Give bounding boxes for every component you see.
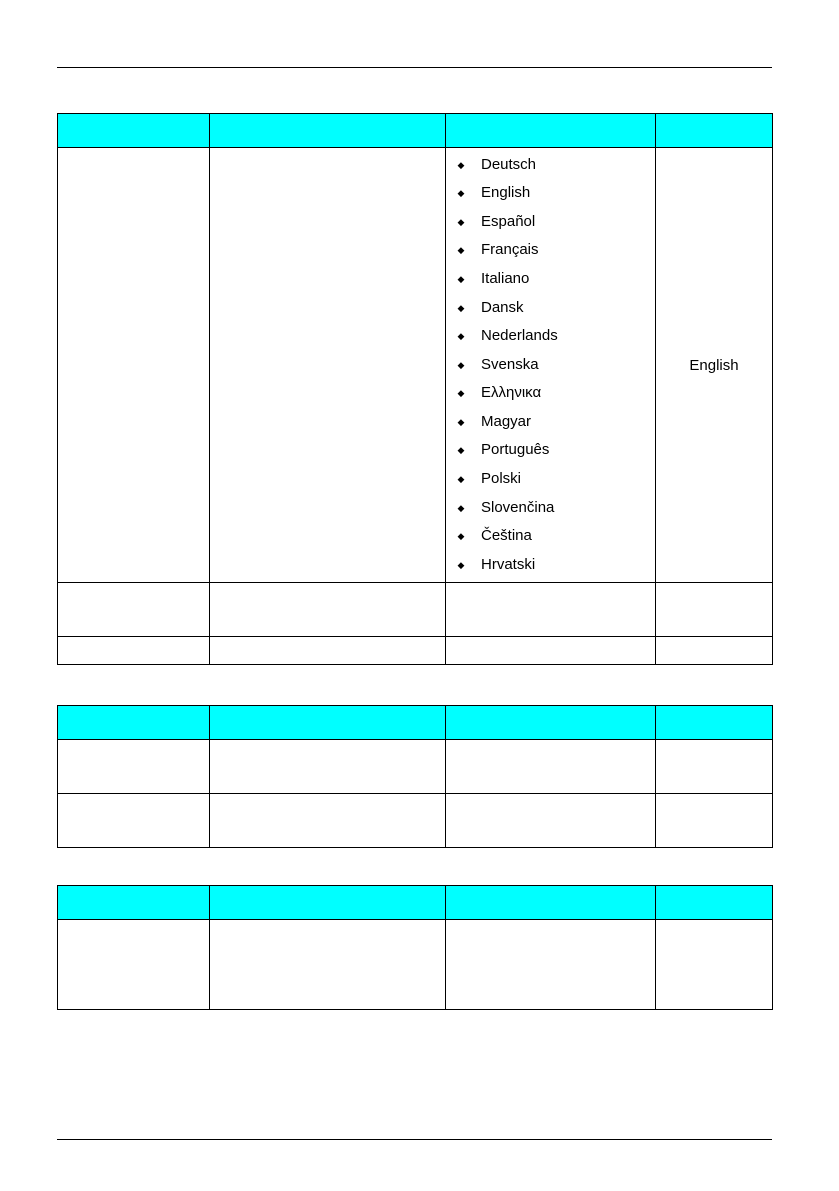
settings-table-2 xyxy=(57,705,773,848)
bullet-icon: ◆ xyxy=(457,216,465,227)
bullet-icon: ◆ xyxy=(457,273,465,284)
language-option: Deutsch xyxy=(481,155,537,173)
table-cell xyxy=(446,794,656,848)
list-item xyxy=(446,465,655,494)
settings-table-1 xyxy=(57,113,773,665)
footer-rule xyxy=(57,1139,772,1140)
table-cell xyxy=(58,740,210,794)
list-item xyxy=(446,322,655,351)
table-cell xyxy=(446,740,656,794)
table-cell xyxy=(58,794,210,848)
table-cell xyxy=(58,920,210,1010)
table-cell xyxy=(656,920,773,1010)
list-item xyxy=(446,236,655,265)
header-cell-2 xyxy=(210,886,446,920)
header-cell-4 xyxy=(656,706,773,740)
bullet-icon: ◆ xyxy=(457,245,465,256)
language-option: Čeština xyxy=(481,527,532,545)
list-item xyxy=(446,522,655,551)
bullet-icon: ◆ xyxy=(457,474,465,485)
settings-table-3 xyxy=(57,885,773,1010)
bullet-icon: ◆ xyxy=(457,388,465,399)
language-option: Nederlands xyxy=(481,327,558,345)
bullet-icon: ◆ xyxy=(457,359,465,370)
table-row-language xyxy=(58,148,773,583)
table-row xyxy=(58,740,773,794)
table-cell xyxy=(656,583,773,637)
table-cell xyxy=(58,583,210,637)
language-option: Ελληνικα xyxy=(481,384,542,402)
header-cell-2 xyxy=(210,114,446,148)
bullet-icon: ◆ xyxy=(457,159,465,170)
list-item xyxy=(446,436,655,465)
table-cell xyxy=(58,637,210,665)
list-item xyxy=(446,494,655,523)
table-header-row xyxy=(58,886,773,920)
language-option: Magyar xyxy=(481,412,532,430)
table-cell xyxy=(210,920,446,1010)
bullet-icon: ◆ xyxy=(457,559,465,570)
language-option: English xyxy=(481,184,531,202)
header-cell-2 xyxy=(210,706,446,740)
table-cell xyxy=(656,637,773,665)
default-value-cell: English xyxy=(656,148,773,583)
table-cell xyxy=(656,794,773,848)
header-cell-4 xyxy=(656,114,773,148)
bullet-icon: ◆ xyxy=(457,416,465,427)
language-options-list xyxy=(446,151,655,580)
language-option: Italiano xyxy=(481,269,530,287)
setting-description-cell xyxy=(210,148,446,583)
bullet-icon: ◆ xyxy=(457,188,465,199)
header-cell-3 xyxy=(446,886,656,920)
table-header-row xyxy=(58,114,773,148)
language-option: Français xyxy=(481,241,539,259)
table-row xyxy=(58,583,773,637)
language-option: Slovenčina xyxy=(481,498,555,516)
list-item xyxy=(446,408,655,437)
language-option: Svenska xyxy=(481,355,539,373)
bullet-icon: ◆ xyxy=(457,502,465,513)
table-row xyxy=(58,794,773,848)
header-rule xyxy=(57,67,772,68)
header-cell-3 xyxy=(446,114,656,148)
list-item xyxy=(446,551,655,580)
list-item xyxy=(446,151,655,180)
table-cell xyxy=(656,740,773,794)
language-option: Español xyxy=(481,212,536,230)
list-item xyxy=(446,208,655,237)
header-cell-1 xyxy=(58,886,210,920)
bullet-icon: ◆ xyxy=(457,302,465,313)
language-option: Português xyxy=(481,441,550,459)
header-cell-1 xyxy=(58,706,210,740)
table-cell xyxy=(446,583,656,637)
table-cell xyxy=(446,920,656,1010)
language-options-cell xyxy=(446,148,656,583)
table-cell xyxy=(210,794,446,848)
list-item xyxy=(446,294,655,323)
table-cell xyxy=(210,583,446,637)
bullet-icon: ◆ xyxy=(457,531,465,542)
bullet-icon: ◆ xyxy=(457,331,465,342)
language-option: Polski xyxy=(481,470,522,488)
table-row xyxy=(58,637,773,665)
table-header-row xyxy=(58,706,773,740)
header-cell-3 xyxy=(446,706,656,740)
setting-name-cell xyxy=(58,148,210,583)
header-cell-1 xyxy=(58,114,210,148)
bullet-icon: ◆ xyxy=(457,445,465,456)
table-cell xyxy=(446,637,656,665)
language-option: Dansk xyxy=(481,298,524,316)
list-item xyxy=(446,265,655,294)
table-row xyxy=(58,920,773,1010)
table-cell xyxy=(210,740,446,794)
header-cell-4 xyxy=(656,886,773,920)
table-cell xyxy=(210,637,446,665)
list-item xyxy=(446,179,655,208)
list-item xyxy=(446,351,655,380)
language-option: Hrvatski xyxy=(481,555,536,573)
list-item xyxy=(446,379,655,408)
